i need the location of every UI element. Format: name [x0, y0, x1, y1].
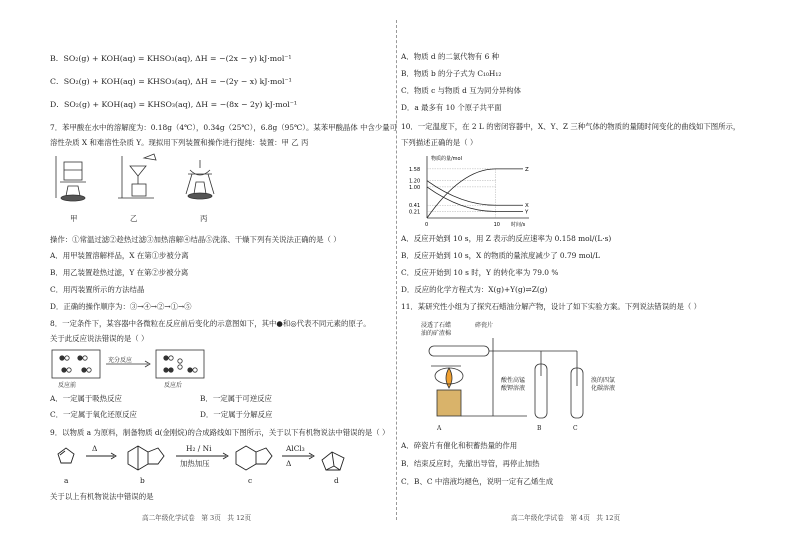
- label-mineral-wool-1: 浸透了石蜡: [421, 322, 452, 329]
- q10-option-a: A．反应开始到 10 s，用 Z 表示的反应速率为 0.158 mol/(L·s): [401, 234, 612, 243]
- series-line-Z: [427, 169, 523, 218]
- q10-stem-line2: 下列描述正确的是（ ）: [401, 138, 478, 147]
- label-b: b: [140, 476, 145, 485]
- q9-condition-heat-pressure: 加热加压: [180, 459, 210, 468]
- page-footer-right: 高二年级化学试卷 第 4页 共 12页: [511, 514, 621, 522]
- q9-option-a: A．物质 d 的二氯代物有 6 种: [401, 52, 500, 61]
- q7-stem-line1: 7．苯甲酸在水中的溶解度为：0.18g（4℃），0.34g（25℃），6.8g（95℃）。某苯甲酸晶体 中含少量可: [50, 123, 398, 132]
- q9-condition-alcl3: AlCl₃: [286, 444, 305, 453]
- right-page: [397, 0, 794, 550]
- y-tick-label: 0.21: [409, 209, 421, 216]
- beaker: [64, 162, 82, 180]
- apparatus-label-bing: 丙: [200, 214, 208, 223]
- option-b-equation: B．SO₂(g) + KOH(aq) = KHSO₃(aq), ΔH = −(2x − y) kJ·mol⁻¹: [50, 54, 292, 63]
- lamp-base: [437, 390, 461, 416]
- q11-stem: 11．某研究性小组为了探究石蜡油分解产物，设计了如下实验方案。下列说法错误的是（ ）: [401, 302, 701, 311]
- q10-option-b: B．反应开始到 10 s，X 的物质的量浓度减少了 0.79 mol/L: [401, 251, 600, 260]
- y-tick-label: 1.00: [409, 184, 421, 191]
- before-box: [52, 350, 100, 378]
- label-A: A: [437, 425, 442, 432]
- label-d: d: [334, 476, 339, 485]
- label-C: C: [573, 425, 578, 432]
- page-footer-left: 高二年级化学试卷 第 3页 共 12页: [142, 514, 252, 522]
- y-axis-label: 物质的量/mol: [431, 156, 463, 162]
- y-tick-label: 1.58: [409, 166, 421, 173]
- label-B: B: [537, 425, 542, 432]
- option-d-equation: D．SO₂(g) + KOH(aq) = KHSO₃(aq), ΔH = −(8x − 2y) kJ·mol⁻¹: [50, 100, 298, 109]
- q10-option-d: D．反应的化学方程式为：X(g)+Y(g)⇌Z(g): [401, 285, 548, 294]
- label-bromine-1: 溴的四氯: [591, 377, 616, 384]
- q7-operations: 操作：①常温过滤②趁热过滤③加热溶解④结晶⑤洗涤、干燥下列有关说法正确的是（ ）: [50, 235, 341, 244]
- label-porcelain: 碎瓷片: [475, 322, 494, 329]
- reaction-tube: [429, 346, 489, 356]
- q9-stem-2: 关于以上有机物说法中错误的是: [50, 492, 154, 501]
- q11-option-a: A．碎瓷片有催化和积蓄热量的作用: [401, 441, 518, 450]
- y-tick-label: 0.41: [409, 203, 421, 210]
- x-tick-label: 0: [425, 222, 429, 228]
- label-kmno4-1: 酸性高锰: [501, 377, 526, 384]
- q9-condition-catalyst: H₂ / Ni: [186, 444, 212, 453]
- y-tick-label: 1.20: [409, 178, 421, 185]
- q7-option-c: C．用丙装置所示的方法结晶: [50, 285, 145, 294]
- apparatus-label-yi: 乙: [130, 214, 138, 223]
- before-label: 反应前: [58, 382, 77, 389]
- x-tick-label: 10: [493, 222, 500, 228]
- apparatus-label-jia: 甲: [70, 214, 78, 223]
- q8-option-c: C．一定属于氧化还原反应: [50, 410, 137, 419]
- q7-option-a: A．用甲装置溶解样品，X 在第①步被分离: [50, 251, 189, 260]
- q8-option-d: D．一定属于分解反应: [200, 410, 273, 419]
- after-label: 反应后: [164, 382, 183, 389]
- molecule-a: [58, 448, 74, 463]
- series-label-X: X: [525, 203, 529, 210]
- series-label-Y: Y: [525, 209, 529, 216]
- flame: [446, 368, 452, 388]
- q10-stem-line1: 10．一定温度下，在 2 L 的密闭容器中，X、Y、Z 三种气体的物质的量随时间变化的曲线如下图所示，: [401, 122, 741, 131]
- option-c-equation: C．SO₂(g) + KOH(aq) = KHSO₃(aq), ΔH = −(2y − x) kJ·mol⁻¹: [50, 77, 292, 86]
- q7-option-b: B．用乙装置趁热过滤，Y 在第②步被分离: [50, 268, 189, 277]
- apparatus-figure: [50, 152, 230, 212]
- after-box: [156, 350, 204, 378]
- q9-heat-symbol-2: Δ: [286, 459, 292, 468]
- arrow-label: 充分反应: [108, 357, 133, 364]
- q10-option-c: C．反应开始到 10 s 时，Y 的转化率为 79.0 %: [401, 268, 559, 277]
- label-c: c: [248, 476, 253, 485]
- q11-option-c: C．B、C 中溶液均褪色，说明一定有乙烯生成: [401, 477, 554, 486]
- x-axis-label: 时间/s: [511, 222, 526, 228]
- molecule-c: [236, 446, 256, 470]
- label-a: a: [64, 476, 69, 485]
- q8-stem-line1: 8．一定条件下，某容器中各微粒在反应前后变化的示意图如下，其中●和◎代表不同元素的原子。: [50, 319, 371, 328]
- q8-stem-line2: 关于此反应说法错误的是（ ）: [50, 334, 149, 343]
- label-bromine-2: 化碳溶液: [591, 385, 616, 392]
- q9-stem: 9．以物质 a 为原料，制备物质 d(金刚烷)的合成路线如下图所示，关于以下有机物说法中错误的是（ ）: [50, 428, 390, 437]
- q8-option-b: B．一定属于可逆反应: [200, 394, 272, 403]
- q9-option-d: D．a 最多有 10 个原子共平面: [401, 103, 502, 112]
- series-label-Z: Z: [525, 166, 529, 173]
- series-line-X: [427, 181, 523, 206]
- q7-option-d: D．正确的操作顺序为：③→④→②→①→⑤: [50, 302, 192, 311]
- q9-option-c: C．物质 c 与物质 d 互为同分异构体: [401, 86, 522, 95]
- q9-heat-symbol: Δ: [92, 444, 98, 453]
- label-kmno4-2: 酸钾溶液: [501, 385, 526, 392]
- q8-option-a: A．一定属于吸热反应: [50, 394, 122, 403]
- mole-time-chart: [397, 152, 537, 228]
- label-mineral-wool-2: 油的矿渣棉: [421, 330, 452, 337]
- q11-option-b: B．结束反应时，先撤出导管，再停止加热: [401, 459, 540, 468]
- q9-option-b: B．物质 b 的分子式为 C₁₀H₁₂: [401, 69, 502, 78]
- q7-stem-line2: 溶性杂质 X 和难溶性杂质 Y。现拟用下列装置和操作进行提纯：装置：甲 乙 丙: [50, 138, 309, 147]
